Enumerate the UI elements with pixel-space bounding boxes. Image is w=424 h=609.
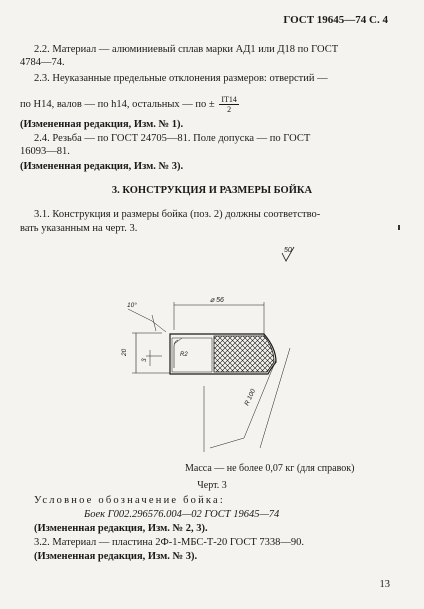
diameter-dimension (174, 297, 264, 336)
paragraph-2-2: 2.2. Материал — алюминиевый сплав марки АД1 или Д18 по ГОСТ (34, 44, 339, 55)
section-3-title: 3. КОНСТРУКЦИЯ И РАЗМЕРЫ БОЙКА (111, 185, 313, 196)
paragraph-2-4-continuation: 16093—81. (20, 146, 70, 157)
revision-note-2-3: (Измененная редакция, Изм. № 2, 3). (34, 523, 208, 534)
small-radius-label: R2 (180, 352, 188, 358)
mass-note: Масса — не более 0,07 кг (для справок) (185, 463, 355, 474)
designation-label: Условное обозначение бойка: (34, 495, 226, 506)
paragraph-2-2-continuation: 4784—74. (20, 57, 65, 68)
paragraph-3-2: 3.2. Материал — пластина 2Ф-1-МБС-Т-20 ГОСТ 7338—90. (34, 537, 305, 548)
roughness-value: 50 (284, 247, 292, 254)
paragraph-2-3: 2.3. Неуказанные предельные отклонения размеров: отверстий — (34, 73, 328, 84)
step-label: 3 (141, 358, 148, 362)
page-number: 13 (379, 579, 390, 590)
diameter-label: ⌀ 56 (210, 297, 224, 304)
document-header: ГОСТ 19645—74 С. 4 (283, 14, 388, 26)
paragraph-2-3-text: по Н14, валов — по h14, остальных — по ± (20, 98, 215, 110)
roughness-symbol (282, 247, 294, 261)
height-dimension (121, 333, 170, 373)
angle-dimension (127, 301, 166, 332)
revision-note-1: (Измененная редакция, Изм. № 1). (20, 119, 184, 130)
margin-mark (398, 225, 400, 230)
paragraph-2-3-continuation (20, 95, 239, 114)
fraction-numerator: IT14 (221, 95, 237, 104)
striker-drawing (100, 238, 330, 460)
height-label: 20 (121, 348, 128, 356)
revision-note-3a: (Измененная редакция, Изм. № 3). (20, 161, 184, 172)
drawing-caption: Черт. 3 (197, 480, 227, 491)
revision-note-3b: (Измененная редакция, Изм. № 3). (34, 551, 198, 562)
paragraph-3-1: 3.1. Конструкция и размеры бойка (поз. 2) должны соответство- (34, 209, 321, 220)
fraction-denominator: 2 (227, 105, 232, 114)
large-radius-label: R 100 (243, 388, 258, 407)
angle-label: 10° (127, 302, 137, 309)
hatched-section (214, 336, 274, 372)
designation-value: Боек Г002.296576.004—02 ГОСТ 19645—74 (84, 509, 280, 520)
paragraph-3-1-continuation: вать указанным на черт. 3. (20, 223, 138, 234)
tolerance-fraction (219, 95, 239, 114)
paragraph-2-4: 2.4. Резьба — по ГОСТ 24705—81. Поле допуска — по ГОСТ (34, 133, 311, 144)
